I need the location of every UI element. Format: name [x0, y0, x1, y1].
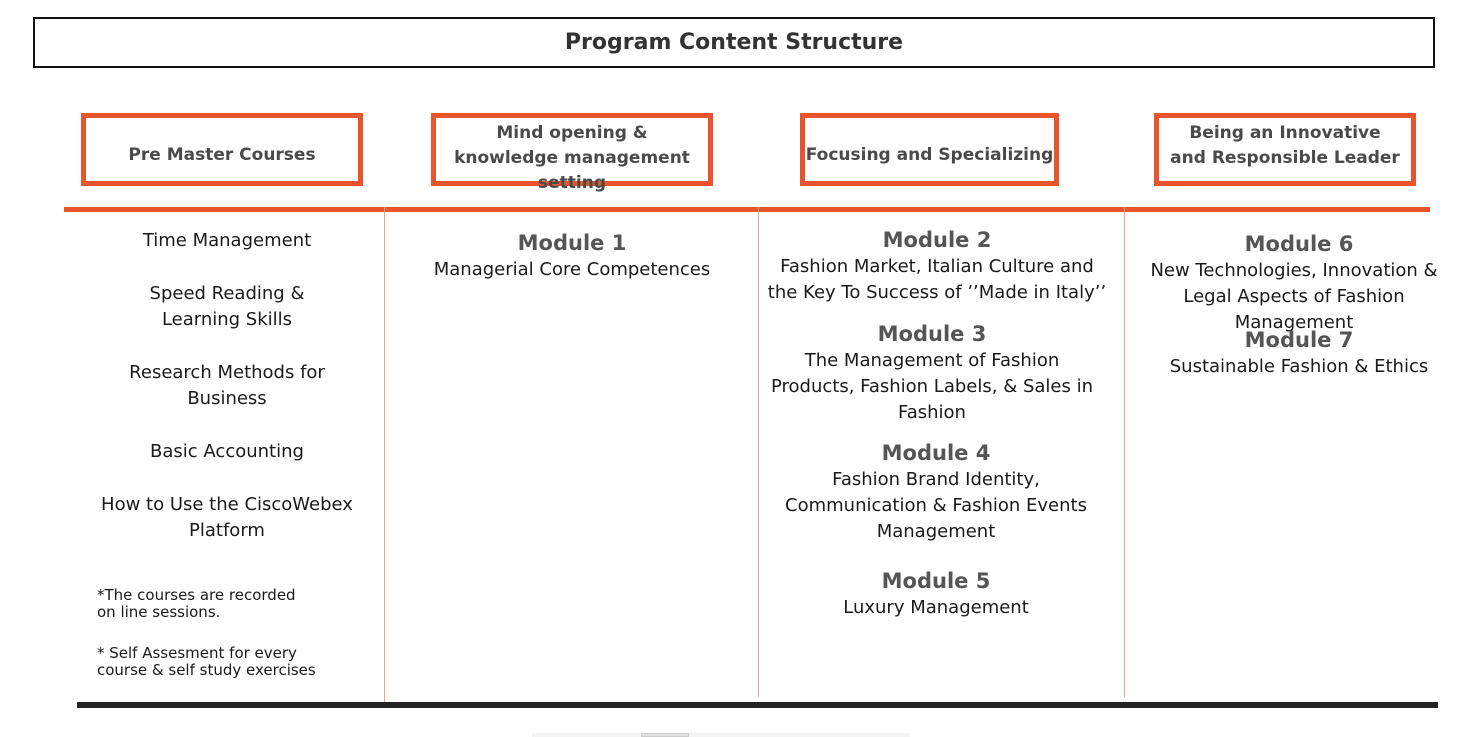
stage-label: Mind opening & knowledge management setting [454, 123, 690, 193]
module-block [770, 320, 1094, 426]
module-block [1127, 326, 1471, 380]
stage-mind-opening [431, 113, 713, 193]
module-title: Module 3 [877, 322, 987, 346]
column-divider [758, 207, 759, 697]
column-divider [384, 207, 385, 703]
stage-label: Pre Master Courses [128, 145, 316, 165]
module-block [765, 226, 1109, 306]
module-title: Module 5 [881, 569, 991, 593]
module-title: Module 7 [1244, 328, 1354, 352]
stage-label: Being an Innovative and Responsible Leader [1170, 123, 1400, 168]
course-item: Research Methods for Business [129, 362, 325, 409]
module-description: Luxury Management [843, 597, 1029, 618]
stage-label: Focusing and Specializing [805, 145, 1054, 165]
stage-pre-master [81, 113, 363, 186]
course-item: Speed Reading & Learning Skills [149, 283, 305, 330]
scroll-thumb[interactable] [641, 733, 689, 737]
module-description: The Management of Fashion Products, Fashion Labels, & Sales in Fashion [770, 350, 1093, 423]
module-title: Module 4 [881, 441, 991, 465]
course-item: Time Management [142, 230, 312, 251]
module-description: Fashion Brand Identity, Communication & Fashion Events Management [785, 469, 1087, 542]
module-description: Sustainable Fashion & Ethics [1169, 356, 1429, 377]
module-block [1127, 230, 1471, 336]
module-description: Fashion Market, Italian Culture and the Key To Success of ’’Made in Italy’’ [767, 256, 1107, 303]
scroll-track [532, 733, 910, 737]
module-block [780, 567, 1092, 621]
module-title: Module 2 [882, 228, 992, 252]
note-recorded: *The courses are recorded on line sessions. [97, 586, 296, 621]
module-block [400, 229, 744, 283]
stage-focusing [800, 113, 1059, 186]
course-item: Basic Accounting [150, 441, 304, 462]
course-item: How to Use the CiscoWebex Platform [101, 494, 353, 541]
stage-divider-line [64, 207, 1430, 212]
module-description: New Technologies, Innovation & Legal Aspects of Fashion Management [1150, 260, 1438, 333]
stage-leader [1154, 113, 1416, 186]
bottom-rule [77, 702, 1438, 708]
diagram-title: Program Content Structure [33, 17, 1435, 68]
module-title: Module 6 [1244, 232, 1354, 256]
module-title: Module 1 [517, 231, 627, 255]
module-block [780, 439, 1092, 545]
module-description: Managerial Core Competences [433, 259, 711, 280]
note-self-assessment: * Self Assesment for every course & self study exercises [97, 644, 316, 679]
column-divider [1124, 207, 1125, 697]
